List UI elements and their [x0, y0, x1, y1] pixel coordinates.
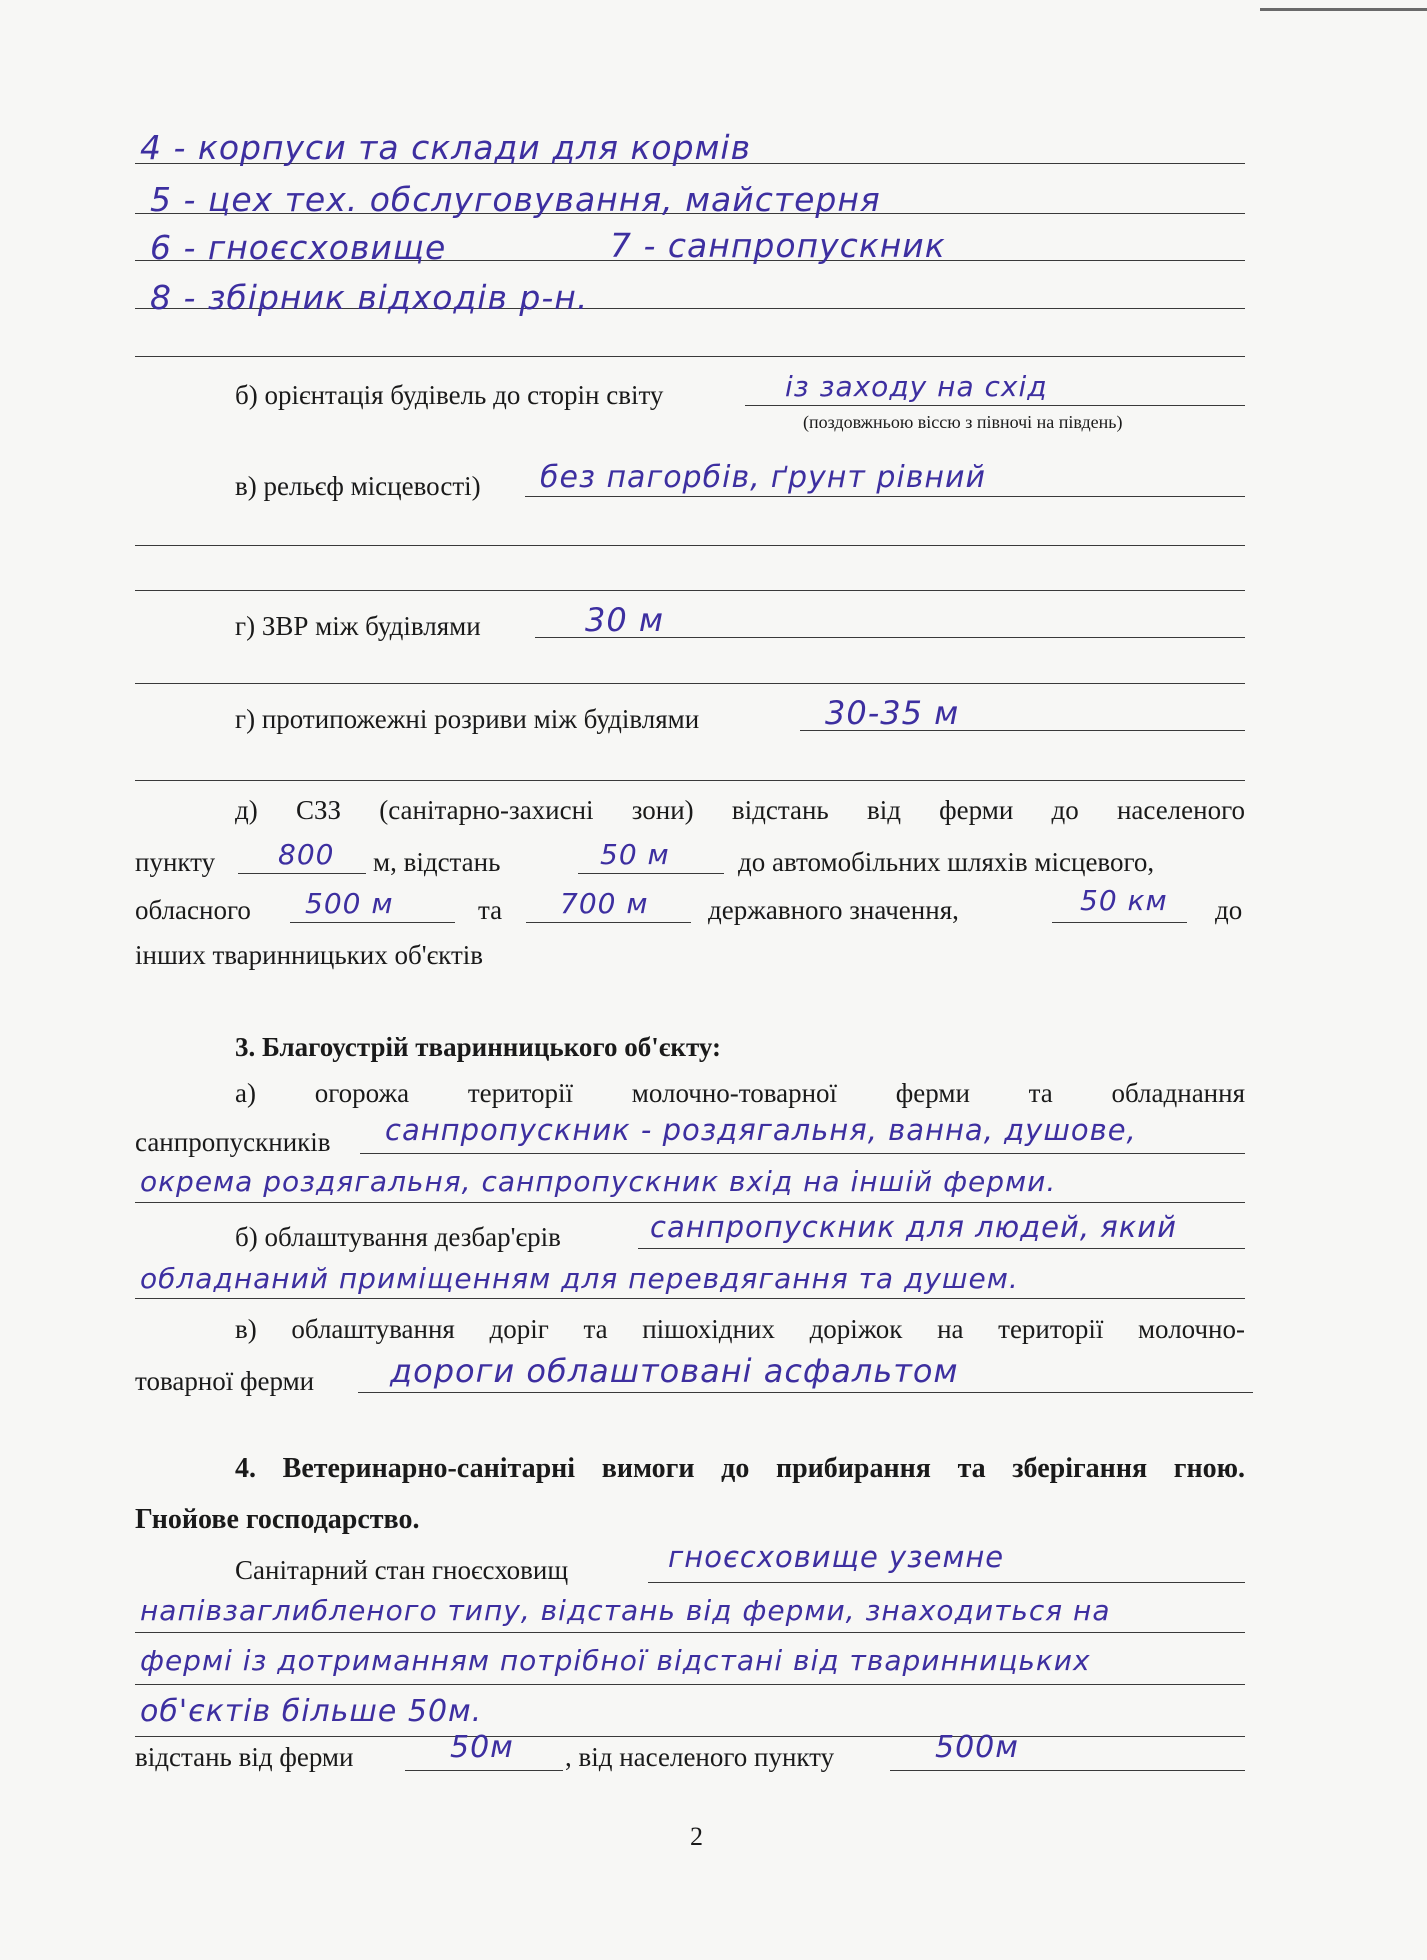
answer-fire-breaks: 30-35 м — [825, 694, 960, 732]
label-orientation: б) орієнтація будівель до сторін світу — [235, 380, 664, 410]
answer-line — [135, 1736, 1245, 1737]
answer-line — [358, 1392, 1253, 1393]
answer-line — [578, 873, 724, 874]
label-s3-b-disbar: б) облаштування дезбар'єрів — [235, 1222, 561, 1252]
section-3-title-text: 3. Благоустрій тваринницького об'єкту: — [235, 1032, 721, 1062]
label-szz-ta: та — [478, 895, 503, 925]
answer-line — [135, 545, 1245, 546]
answer-line — [135, 683, 1245, 684]
section-4-title-line2: Гнойове господарство. — [135, 1504, 420, 1535]
label-relief: в) рельєф місцевості) — [235, 471, 481, 501]
answer-line — [135, 356, 1245, 357]
label-fire-breaks: г) протипожежні розриви між будівлями — [235, 704, 700, 734]
answer-line — [290, 922, 455, 923]
label-s4-dist-farm: відстань від ферми — [135, 1742, 354, 1772]
answer-line — [238, 873, 366, 874]
label-szz-m-distance: м, відстань — [373, 847, 501, 877]
answer-line — [638, 1248, 1245, 1249]
label-s4-sanitary: Санітарний стан гноєсховищ — [235, 1555, 569, 1585]
answer-line — [1052, 922, 1187, 923]
label-szz-other-objects: інших тваринницьких об'єктів — [135, 940, 483, 970]
label-szz-state: державного значення, — [708, 895, 959, 925]
label-s3-v-line1: в) облаштування доріг та пішохідних доріжок на території молочно- — [235, 1314, 1245, 1344]
answer-manure-line2: напівзаглибленого типу, відстань від ферми, знаходиться на — [140, 1594, 1111, 1627]
label-szz-local-roads: до автомобільних шляхів місцевого, — [738, 847, 1155, 877]
section-4-title-line1: 4. Ветеринарно-санітарні вимоги до прибирання та зберігання гною. — [235, 1453, 1245, 1484]
answer-manure-line1: гноєсховище уземне — [668, 1540, 1005, 1574]
answer-zvr: 30 м — [585, 601, 665, 639]
answer-szz-and: 700 м — [560, 887, 649, 920]
label-s4-dist-settlement: , від населеного пункту — [565, 1742, 835, 1772]
answer-line — [135, 1298, 1245, 1299]
label-szz-do: до — [1215, 895, 1243, 925]
label-szz-line1: д) СЗЗ (санітарно-захисні зони) відстань від ферми до населеного — [235, 795, 1245, 825]
answer-orientation: із заходу на схід — [785, 370, 1048, 403]
handwritten-list-8: 8 - збірник відходів р-н. — [150, 278, 589, 317]
answer-manure-line3: фермі із дотриманням потрібної відстані від тваринницьких — [140, 1644, 1091, 1677]
handwritten-list-6: 6 - гноєсховище — [150, 228, 447, 267]
answer-disbar-line2: обладнаний приміщенням для перевдягання та душем. — [140, 1262, 1019, 1295]
answer-line — [135, 1202, 1245, 1203]
handwritten-list-5: 5 - цех тех. обслуговування, майстерня — [150, 180, 881, 219]
handwritten-list-7: 7 - санпропускник — [610, 226, 946, 265]
label-s3-a-sanpass: санпропускників — [135, 1127, 331, 1157]
caption-orientation: (поздовжньою віссю з півночі на південь) — [803, 412, 1123, 432]
answer-relief: без пагорбів, ґрунт рівний — [540, 460, 987, 495]
answer-szz-other: 50 км — [1080, 884, 1168, 917]
answer-sanpass-line1: санпропускник - роздягальня, ванна, душове, — [385, 1113, 1137, 1147]
top-edge-mark — [1260, 8, 1427, 11]
answer-line — [135, 780, 1245, 781]
answer-line — [648, 1582, 1245, 1583]
answer-roads: дороги облаштовані асфальтом — [390, 1352, 959, 1390]
answer-manure-line4: об'єктів більше 50м. — [140, 1694, 483, 1729]
answer-line — [526, 922, 691, 923]
answer-dist-settlement: 500м — [935, 1730, 1019, 1765]
answer-szz-local-roads: 50 м — [600, 838, 670, 871]
handwritten-list-4: 4 - корпуси та склади для кормів — [140, 128, 752, 167]
answer-line — [135, 590, 1245, 591]
page-number: 2 — [690, 1822, 703, 1851]
answer-dist-farm: 50м — [450, 1730, 514, 1765]
answer-szz-regional: 500 м — [305, 887, 394, 920]
answer-disbar-line1: санпропускник для людей, який — [650, 1210, 1177, 1244]
answer-szz-settlement: 800 — [278, 838, 335, 871]
answer-line — [405, 1770, 563, 1771]
label-szz-oblasnogo: обласного — [135, 895, 251, 925]
answer-line — [360, 1153, 1245, 1154]
answer-line — [135, 1684, 1245, 1685]
label-s3-v-farm: товарної ферми — [135, 1366, 315, 1396]
label-s3-a-line1: а) огорожа території молочно-товарної ферми та обладнання — [235, 1078, 1245, 1108]
answer-sanpass-line2: окрема роздягальня, санпропускник вхід на іншій ферми. — [140, 1165, 1057, 1198]
answer-line — [135, 1632, 1245, 1633]
label-szz-punktu: пункту — [135, 847, 216, 877]
section-3-title — [235, 1030, 721, 1064]
answer-line — [745, 405, 1245, 406]
answer-line — [890, 1770, 1245, 1771]
answer-line — [525, 496, 1245, 497]
label-zvr: г) ЗВР між будівлями — [235, 611, 481, 641]
